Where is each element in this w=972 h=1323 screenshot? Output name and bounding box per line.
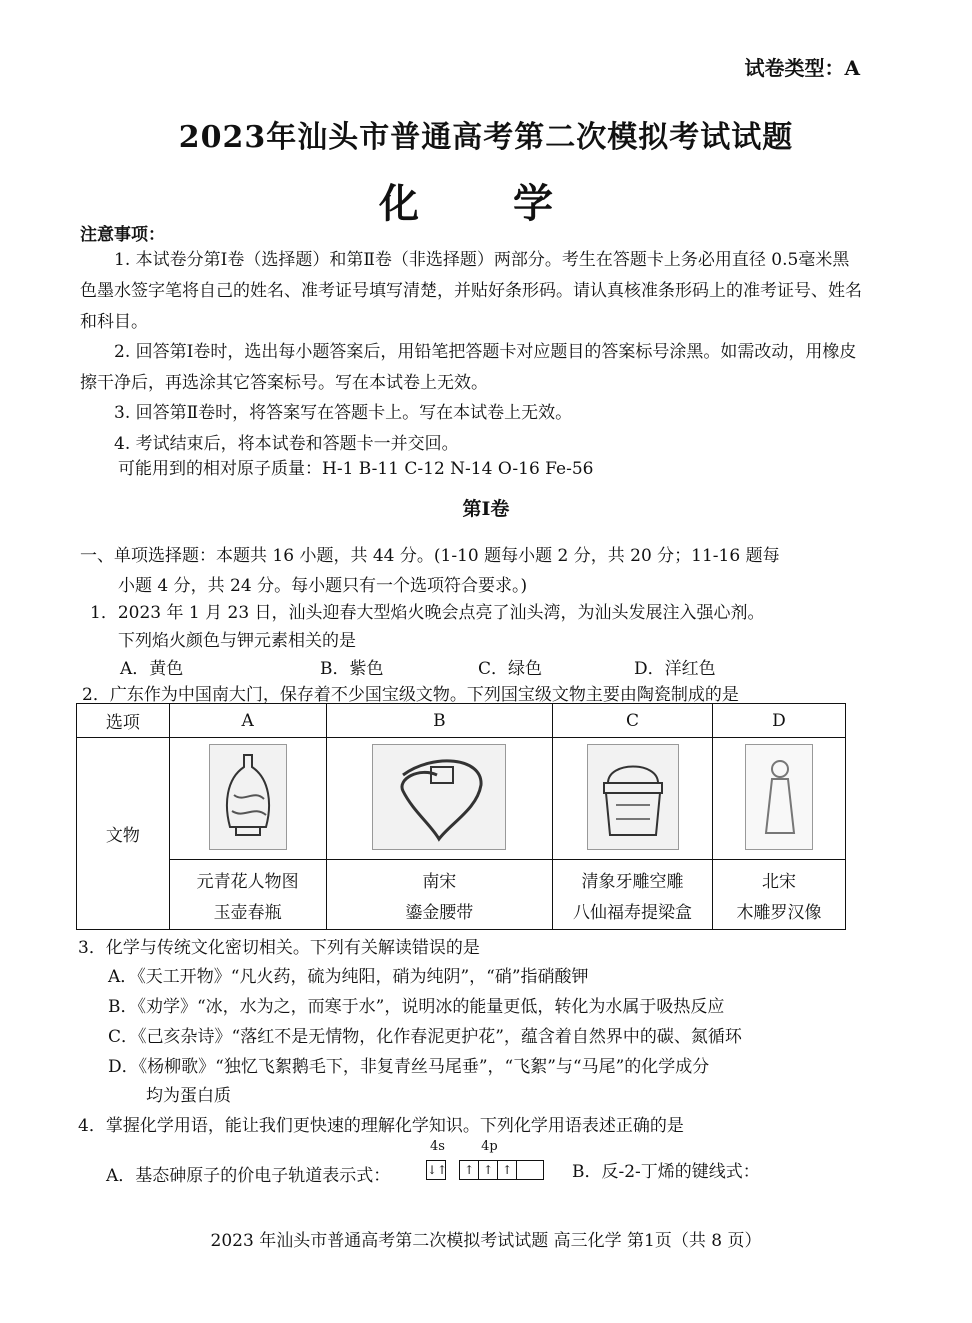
table-header-label: 选项 [77,704,170,738]
q3-option-c: C．《己亥杂诗》“落红不是无情物，化作春泥更护花”，蕴含着自然界中的碳、氮循环 [108,1027,742,1047]
q4-option-a: A．基态砷原子的价电子轨道表示式： [106,1166,391,1186]
orbital-4s-label: 4s [430,1139,445,1154]
vase-image [209,744,287,850]
q2-stem: 2．广东作为中国南大门，保存着不少国宝级文物。下列国宝级文物主要由陶瓷制成的是 [82,685,739,705]
volume-heading: 第Ⅰ卷 [462,498,510,520]
table-header-b: B [326,704,553,738]
q3-stem: 3．化学与传统文化密切相关。下列有关解读错误的是 [78,938,480,958]
table-header-d: D [713,704,846,738]
relics-table [76,703,846,930]
exam-title: 2023年汕头市普通高考第二次模拟考试试题 [178,120,794,155]
notes-heading: 注意事项： [80,225,165,245]
q4-stem: 4．掌握化学用语，能让我们更快速的理解化学知识。下列化学用语表述正确的是 [78,1116,684,1136]
q3-option-b: B．《劝学》“冰，水为之，而寒于水”，说明冰的能量更低，转化为水属于吸热反应 [108,997,725,1017]
q1-option-d: D．洋红色 [634,659,716,679]
q3-option-d-line1: D．《杨柳歌》“独忆飞絮鹅毛下，非复青丝马尾垂”，“飞絮”与“马尾”的化学成分 [108,1057,710,1077]
q1-option-a: A．黄色 [120,659,184,679]
section1-line2: 小题 4 分，共 24 分。每小题只有一个选项符合要求。) [118,576,528,596]
atomic-masses: 可能用到的相对原子质量：H-1 B-11 C-12 N-14 O-16 Fe-56 [118,459,594,479]
subject-title: 化 学 [379,180,593,227]
q4-option-b: B．反-2-丁烯的键线式： [572,1162,760,1182]
relic-name-d: 北宋 木雕罗汉像 [713,860,846,930]
page-footer: 2023 年汕头市普通高考第二次模拟考试试题 高三化学 第1页（共 8 页） [210,1231,762,1251]
q1-option-c: C．绿色 [478,659,543,679]
q3-option-a: A．《天工开物》“凡火药，硫为纯阳，硝为纯阴”，“硝”指硝酸钾 [108,967,589,987]
orbital-4s-box: ↓↑ [426,1160,446,1180]
relic-image-a [169,738,326,860]
orbital-4p-box-3: ↑ [498,1160,517,1180]
relic-name-c: 清象牙雕空雕 八仙福寿提梁盒 [553,860,713,930]
note-item-4: 4. 考试结束后，将本试卷和答题卡一并交回。 [114,434,459,454]
orbital-4p-box-2: ↑ [479,1160,498,1180]
relic-name-a: 元青花人物图 玉壶春瓶 [169,860,326,930]
note-item-1: 1. 本试卷分第Ⅰ卷（选择题）和第Ⅱ卷（非选择题）两部分。考生在答题卡上务必用直径 0.5毫米黑色墨水签字笔将自己的姓名、准考证号填写清楚，并贴好条形码。请认真核准条形码上的准考证号、姓名和科目。 [80,250,862,332]
section1-line1: 一、单项选择题：本题共 16 小题，共 44 分。(1-10 题每小题 2 分，共 20 分；11-16 题每 [80,546,780,566]
table-header-c: C [553,704,713,738]
q3-option-d-line2: 均为蛋白质 [146,1086,231,1106]
table-row-label: 文物 [77,738,170,930]
orbital-diagram [426,1139,544,1180]
belt-image [372,744,506,850]
note-item-2: 2. 回答第Ⅰ卷时，选出每小题答案后，用铅笔把答题卡对应题目的答案标号涂黑。如需改动，用橡皮擦干净后，再选涂其它答案标号。写在本试卷上无效。 [80,342,857,393]
q1-stem-line2: 下列焰火颜色与钾元素相关的是 [118,631,356,651]
relic-image-c [553,738,713,860]
statue-image [745,744,813,850]
relic-image-b [326,738,553,860]
paper-type-label: 试卷类型：A [744,56,860,80]
relic-image-d [713,738,846,860]
ivory-box-image [587,744,679,850]
orbital-4p-box-4 [517,1160,544,1180]
q1-option-b: B．紫色 [320,659,384,679]
orbital-4p-label: 4p [481,1139,498,1154]
table-header-a: A [169,704,326,738]
note-item-3: 3. 回答第Ⅱ卷时，将答案写在答题卡上。写在本试卷上无效。 [114,403,573,423]
q1-stem-line1: 1．2023 年 1 月 23 日，汕头迎春大型焰火晚会点亮了汕头湾，为汕头发展注入强心剂。 [90,603,765,623]
orbital-4p-box-1: ↑ [459,1160,479,1180]
relic-name-b: 南宋 鎏金腰带 [326,860,553,930]
